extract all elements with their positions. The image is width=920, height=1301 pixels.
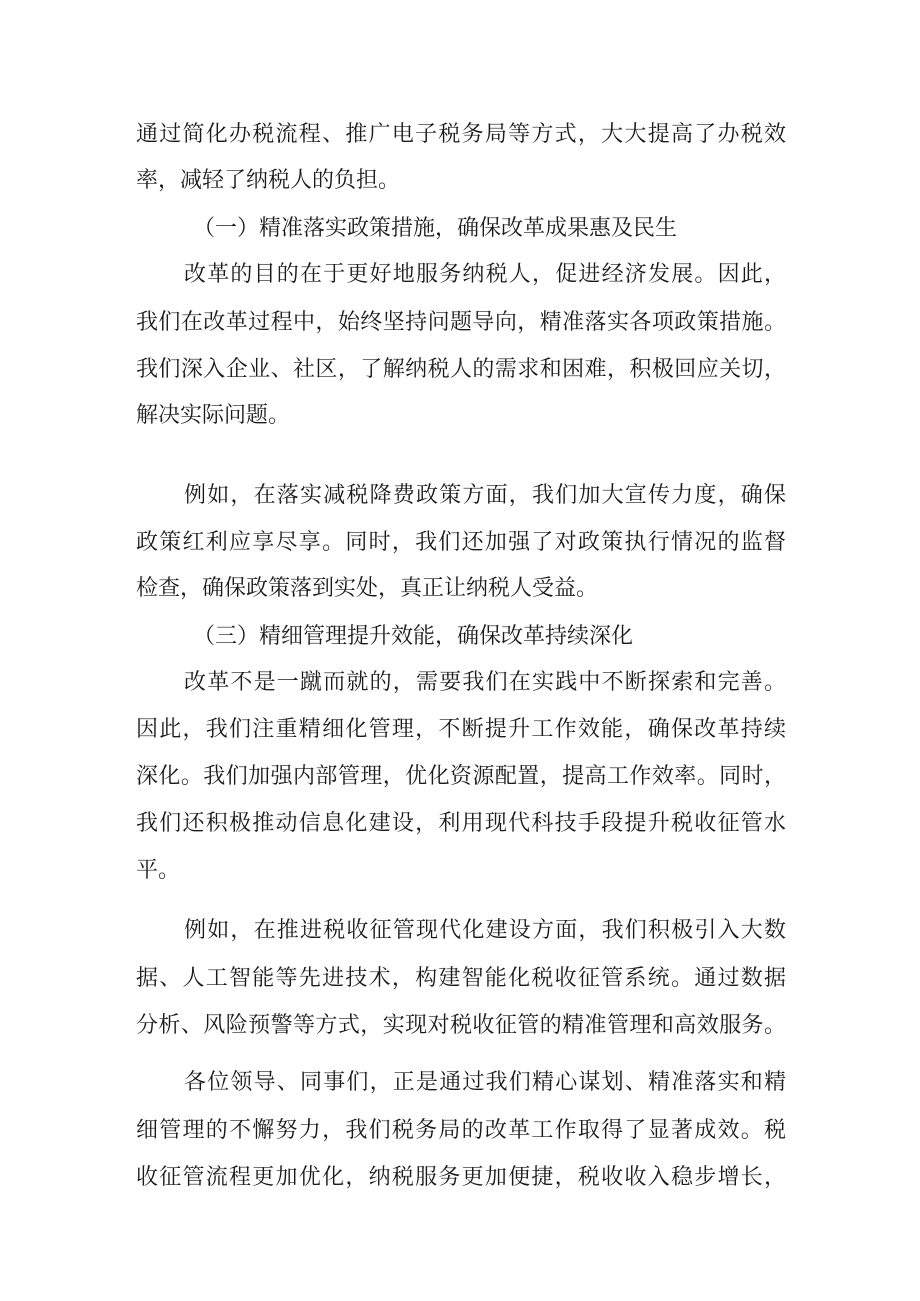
text-line: 我们还积极推动信息化建设，利用现代科技手段提升税收征管水 bbox=[136, 811, 786, 836]
paragraph-first-line: 改革的目的在于更好地服务纳税人，促进经济发展。因此， bbox=[184, 262, 786, 287]
text-line: 解决实际问题。 bbox=[136, 403, 291, 428]
text-line: 平。 bbox=[136, 858, 181, 883]
text-line: 据、人工智能等先进技术，构建智能化税收征管系统。通过数据 bbox=[136, 966, 786, 991]
text-line: 我们在改革过程中，始终坚持问题导向，精准落实各项政策措施。 bbox=[136, 310, 786, 335]
text-line: 我们深入企业、社区，了解纳税人的需求和困难，积极回应关切， bbox=[136, 357, 786, 382]
section-heading-3: （三）精细管理提升效能，确保改革持续深化 bbox=[193, 624, 634, 649]
paragraph-first-line: 例如，在推进税收征管现代化建设方面，我们积极引入大数 bbox=[184, 918, 786, 943]
text-line: 收征管流程更加优化，纳税服务更加便捷，税收收入稳步增长， bbox=[136, 1165, 786, 1190]
paragraph-first-line: 改革不是一蹴而就的，需要我们在实践中不断探索和完善。 bbox=[184, 670, 786, 695]
text-line: 分析、风险预警等方式，实现对税收征管的精准管理和高效服务。 bbox=[136, 1013, 786, 1038]
text-line: 检查，确保政策落到实处，真正让纳税人受益。 bbox=[136, 576, 599, 601]
text-line: 政策红利应享尽享。同时，我们还加强了对政策执行情况的监督 bbox=[136, 530, 786, 555]
paragraph-first-line: 例如，在落实减税降费政策方面，我们加大宣传力度，确保 bbox=[184, 483, 786, 508]
section-heading-1: （一）精准落实政策措施，确保改革成果惠及民生 bbox=[193, 216, 678, 241]
text-line: 细管理的不懈努力，我们税务局的改革工作取得了显著成效。税 bbox=[136, 1118, 786, 1143]
text-line: 率，减轻了纳税人的负担。 bbox=[136, 168, 401, 193]
text-line: 因此，我们注重精细化管理，不断提升工作效能，确保改革持续 bbox=[136, 717, 786, 742]
text-line: 通过简化办税流程、推广电子税务局等方式，大大提高了办税效 bbox=[136, 122, 786, 147]
paragraph-first-line: 各位领导、同事们，正是通过我们精心谋划、精准落实和精 bbox=[184, 1070, 786, 1095]
text-line: 深化。我们加强内部管理，优化资源配置，提高工作效率。同时， bbox=[136, 764, 786, 789]
